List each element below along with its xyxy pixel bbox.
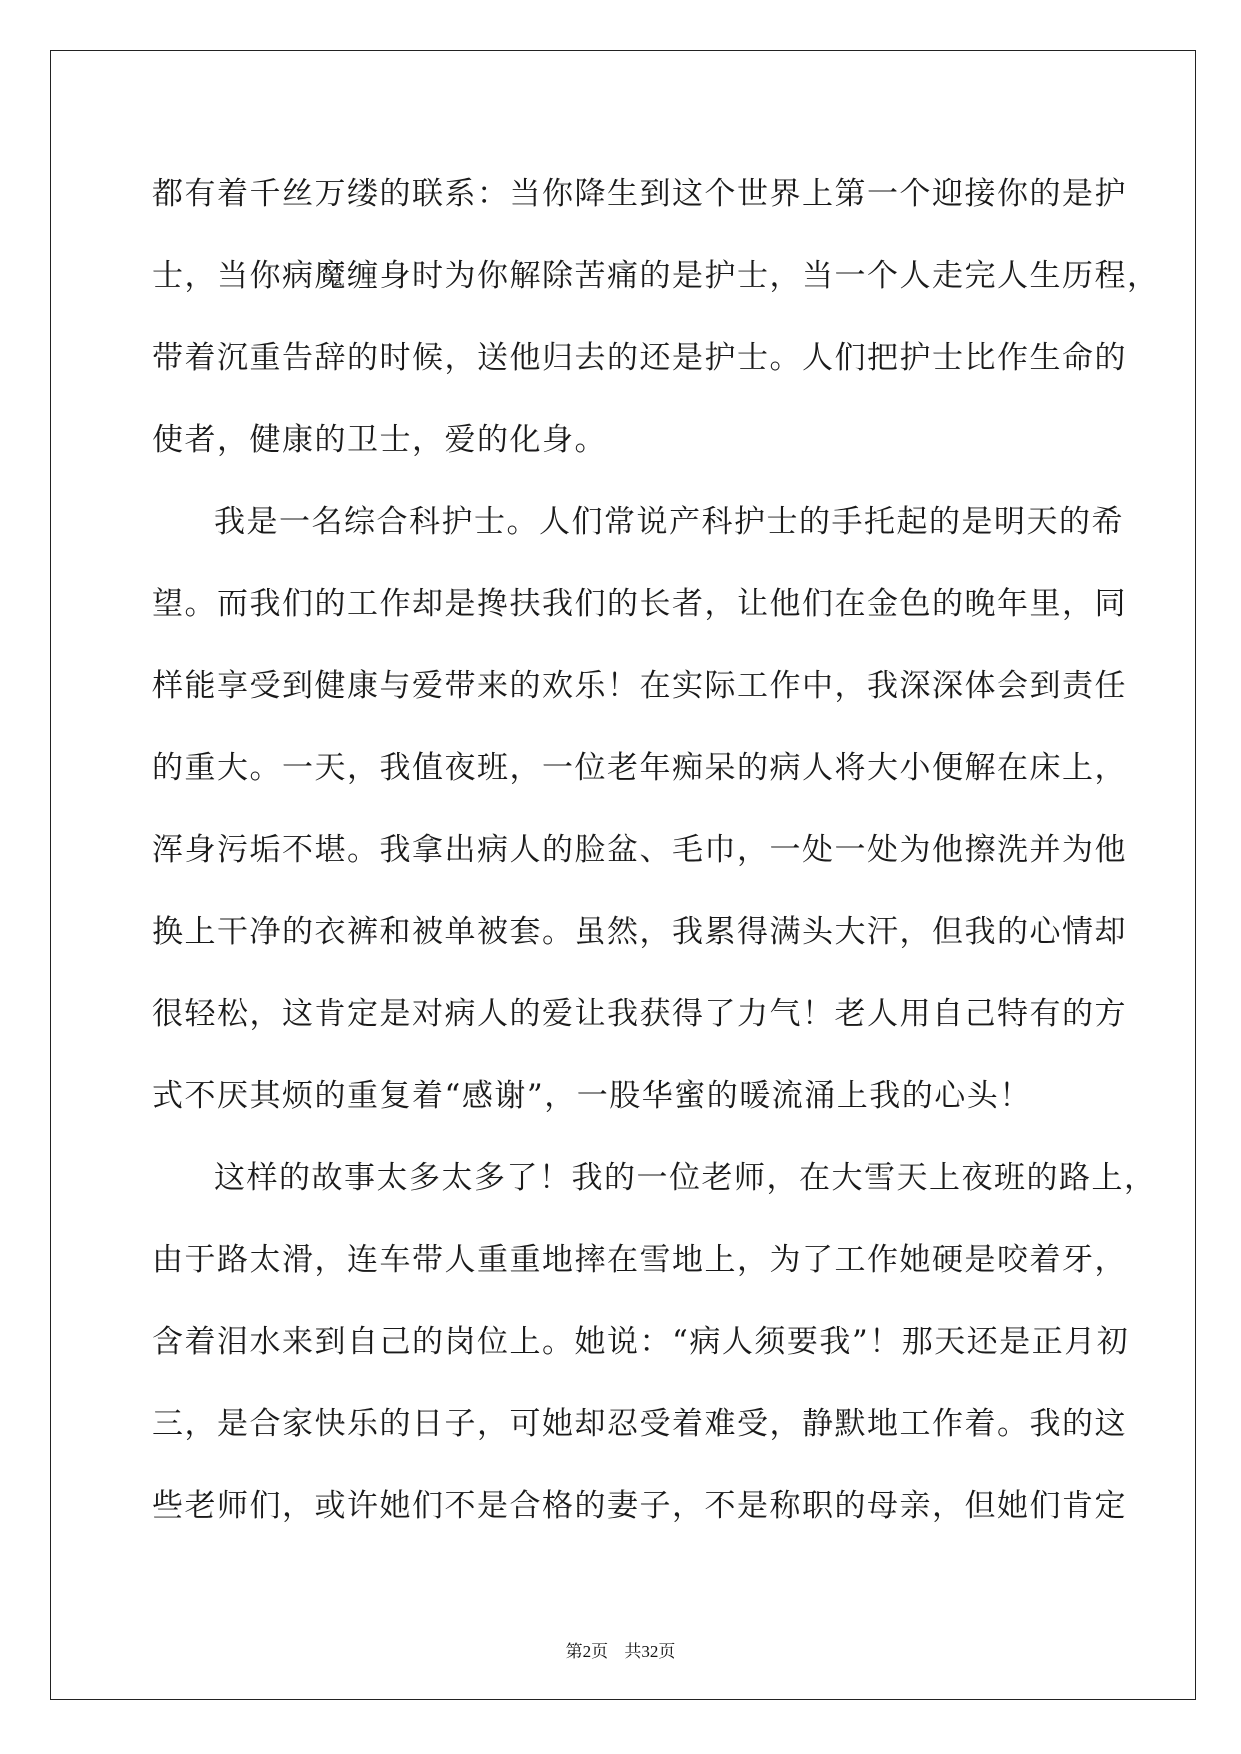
page-number: 第2页 (565, 1642, 609, 1661)
text-line: 很轻松，这肯定是对病人的爱让我获得了力气！老人用自己特有的方 (152, 996, 1127, 1032)
text-line: 都有着千丝万缕的联系：当你降生到这个世界上第一个迎接你的是护 (152, 176, 1127, 212)
text-line: 样能享受到健康与爱带来的欢乐！在实际工作中，我深深体会到责任 (152, 668, 1127, 704)
text-line: 我是一名综合科护士。人们常说产科护士的手托起的是明天的希 (214, 504, 1124, 540)
text-line: 些老师们，或许她们不是合格的妻子，不是称职的母亲，但她们肯定 (152, 1488, 1127, 1524)
text-line: 换上干净的衣裤和被单被套。虽然，我累得满头大汗，但我的心情却 (152, 914, 1127, 950)
total-pages: 共32页 (624, 1642, 676, 1661)
text-line: 式不厌其烦的重复着“感谢”，一股华蜜的暖流涌上我的心头！ (152, 1078, 1032, 1114)
text-line: 士，当你病魔缠身时为你解除苦痛的是护士，当一个人走完人生历程， (152, 258, 1160, 294)
text-line: 这样的故事太多太多了！我的一位老师，在大雪天上夜班的路上， (214, 1160, 1157, 1196)
text-line: 带着沉重告辞的时候，送他归去的还是护士。人们把护士比作生命的 (152, 340, 1127, 376)
text-line: 的重大。一天，我值夜班，一位老年痴呆的病人将大小便解在床上， (152, 750, 1127, 786)
document-body (152, 153, 1160, 1547)
text-line: 含着泪水来到自己的岗位上。她说：“病人须要我”！那天还是正月初 (152, 1324, 1130, 1360)
text-line: 望。而我们的工作却是搀扶我们的长者，让他们在金色的晚年里，同 (152, 586, 1127, 622)
page-footer (0, 1637, 1241, 1662)
text-line: 浑身污垢不堪。我拿出病人的脸盆、毛巾，一处一处为他擦洗并为他 (152, 832, 1127, 868)
text-line: 使者，健康的卫士，爱的化身。 (152, 422, 607, 458)
text-line: 由于路太滑，连车带人重重地摔在雪地上，为了工作她硬是咬着牙， (152, 1242, 1127, 1278)
text-line: 三，是合家快乐的日子，可她却忍受着难受，静默地工作着。我的这 (152, 1406, 1127, 1442)
